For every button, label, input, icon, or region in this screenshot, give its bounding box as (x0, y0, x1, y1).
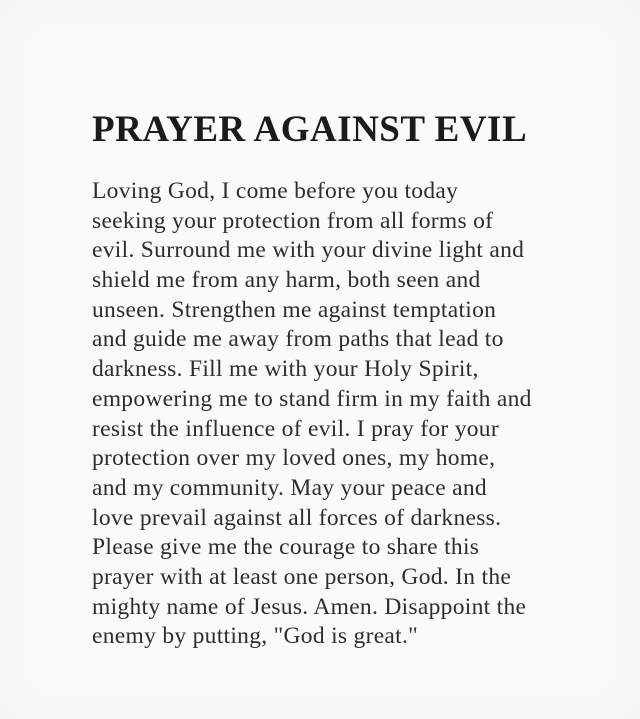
body-line: mighty name of Jesus. Amen. Disappoint the (92, 593, 527, 620)
body-line: resist the influence of evil. I pray for your (92, 415, 499, 442)
body-line: love prevail against all forces of darkness. (92, 504, 502, 531)
body-line: and guide me away from paths that lead to (92, 326, 504, 353)
body-line: Please give me the courage to share this (92, 534, 480, 561)
body-line: Loving God, I come before you today (92, 178, 459, 204)
body-line: seeking your protection from all forms of (92, 207, 494, 234)
body-line: protection over my loved ones, my home, (92, 445, 496, 472)
prayer-body (92, 177, 592, 652)
body-line: evil. Surround me with your divine light and (92, 237, 525, 264)
body-line: unseen. Strengthen me against temptation (92, 296, 497, 323)
body-line: shield me from any harm, both seen and (92, 267, 481, 294)
page-title: PRAYER AGAINST EVIL (92, 109, 528, 150)
body-line: empowering me to stand firm in my faith and (92, 385, 532, 412)
body-line: prayer with at least one person, God. In the (92, 563, 512, 590)
body-line: and my community. May your peace and (92, 474, 487, 501)
body-line: enemy by putting, "God is great." (92, 623, 419, 650)
body-line: darkness. Fill me with your Holy Spirit, (92, 356, 479, 383)
